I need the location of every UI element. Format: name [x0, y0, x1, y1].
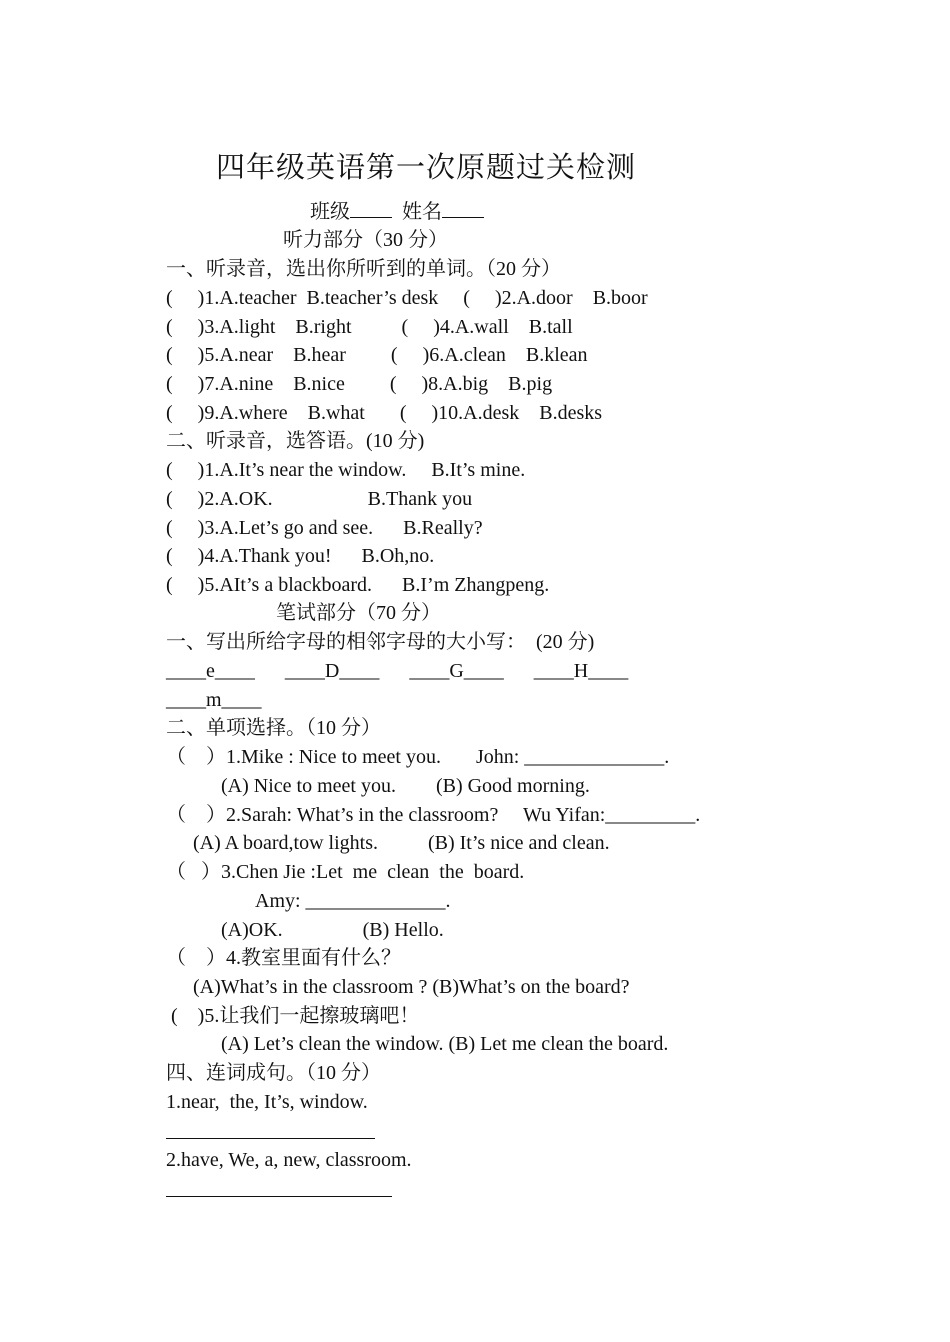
listening-q7-8: ( )7.A.nine B.nice ( )8.A.big B.pig [166, 373, 553, 395]
letters-row-2: ____m____ [166, 689, 262, 711]
answer-line-1 [166, 1138, 375, 1139]
choice-q1-options: (A) Nice to meet you. (B) Good morning. [221, 775, 590, 797]
listening-q5-6: ( )5.A.near B.hear ( )6.A.clean B.klean [166, 344, 588, 366]
choice-q4: （ ）4.教室里面有什么？ [166, 947, 401, 969]
response-q4: ( )4.A.Thank you! B.Oh,no. [166, 545, 435, 567]
choice-q2: （ ）2.Sarah: What’s in the classroom? Wu Yifan:_________. [166, 804, 701, 826]
listening-q3-4: ( )3.A.light B.right ( )4.A.wall B.tall [166, 316, 573, 338]
class-blank [350, 199, 392, 218]
listening-section1-heading: 一、听录音，选出你所听到的单词。（20 分） [166, 258, 561, 280]
response-q3: ( )3.A.Let’s go and see. B.Really? [166, 517, 483, 539]
response-q2: ( )2.A.OK. B.Thank you [166, 488, 473, 510]
name-blank [442, 199, 484, 218]
response-q5: ( )5.AIt’s a blackboard. B.I’m Zhangpeng. [166, 574, 550, 596]
listening-q1-2: ( )1.A.teacher B.teacher’s desk ( )2.A.door B.boor [166, 287, 648, 309]
exam-title: 四年级英语第一次原题过关检测 [216, 152, 637, 184]
class-name-line [310, 198, 484, 226]
letters-heading: 一、写出所给字母的相邻字母的大小写： (20 分) [166, 631, 595, 653]
letters-row-1: ____e____ ____D____ ____G____ ____H____ [166, 660, 629, 682]
class-label: 班级 [310, 201, 350, 223]
choice-q3-reply: Amy: ______________. [255, 890, 451, 912]
response-q1: ( )1.A.It’s near the window. B.It’s mine. [166, 459, 526, 481]
choice-q3: （ ）3.Chen Jie :Let me clean the board. [166, 861, 525, 883]
choice-q2-options: (A) A board,tow lights. (B) It’s nice and clean. [193, 832, 610, 854]
sentence-q2: 2.have, We, a, new, classroom. [166, 1149, 412, 1171]
sentence-heading: 四、连词成句。（10 分） [166, 1062, 381, 1084]
choice-q5: ( )5.让我们一起擦玻璃吧！ [166, 1005, 420, 1027]
choice-q3-options: (A)OK. (B) Hello. [221, 919, 444, 941]
choice-heading: 二、单项选择。（10 分） [166, 717, 381, 739]
writing-part-heading: 笔试部分（70 分） [276, 602, 441, 624]
sentence-q1: 1.near, the, It’s, window. [166, 1091, 368, 1113]
name-label: 姓名 [402, 201, 442, 223]
choice-q4-options: (A)What’s in the classroom ? (B)What’s on the board? [193, 976, 630, 998]
choice-q1: （ ）1.Mike : Nice to meet you. John: ______________. [166, 746, 670, 768]
listening-section2-heading: 二、听录音，选答语。(10 分) [166, 430, 425, 452]
answer-line-2 [166, 1196, 392, 1197]
listening-part-heading: 听力部分（30 分） [283, 229, 448, 251]
listening-q9-10: ( )9.A.where B.what ( )10.A.desk B.desks [166, 402, 603, 424]
choice-q5-options: (A) Let’s clean the window. (B) Let me clean the board. [221, 1033, 669, 1055]
